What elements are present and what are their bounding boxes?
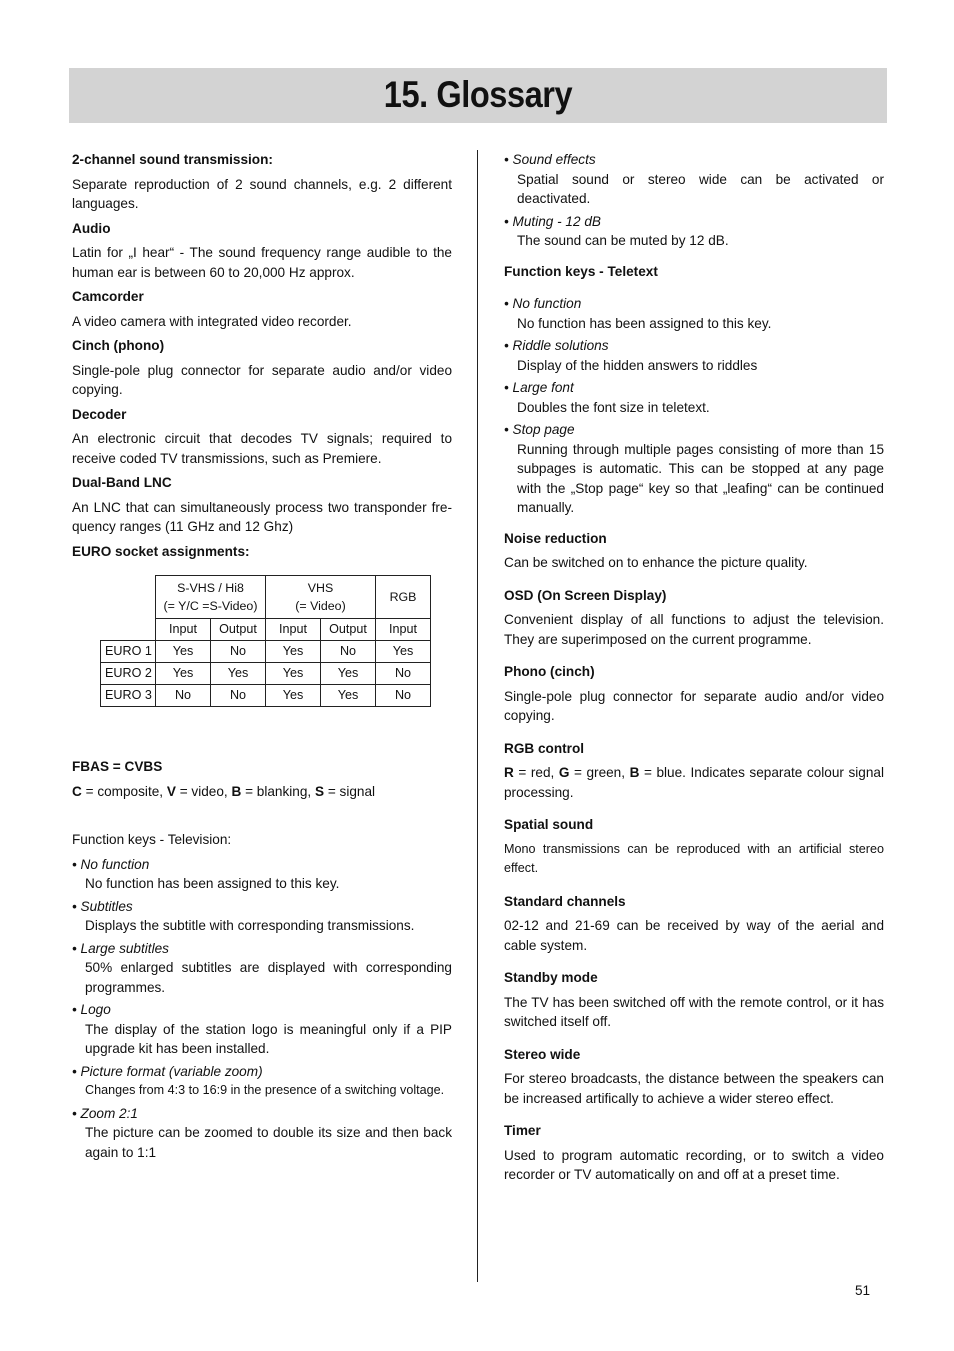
- fk-tv-heading: Function keys - Television:: [72, 832, 232, 847]
- term-audio: Audio: [72, 220, 111, 236]
- bullet-item-desc: The picture can be zoomed to double its size and then back again to 1:1: [85, 1125, 452, 1160]
- table-subheader: Input: [156, 619, 211, 641]
- term-dual-band: Dual-Band LNC: [72, 475, 172, 490]
- term-camcorder: Camcorder: [72, 289, 144, 304]
- bullet-item-desc: Displays the subtitle with corresponding transmissions.: [85, 918, 415, 933]
- table-subheader: Output: [211, 619, 266, 641]
- bullet-item-name: • Stop page: [504, 422, 575, 437]
- bullet-item-name: • Logo: [72, 1002, 111, 1017]
- table-row: [101, 641, 431, 663]
- table-header-row: [101, 576, 431, 619]
- table-subheader: Output: [321, 619, 376, 641]
- desc-stereo-wide: For stereo broadcasts, the distance between the speakers can be increased artifically to achieve a wider stereo effect.: [504, 1071, 884, 1106]
- table-row-label: EURO 1: [101, 641, 156, 663]
- table-header-vhs: VHS (= Video): [266, 576, 376, 619]
- term-osd: OSD (On Screen Display): [504, 587, 667, 603]
- bullet-item-name: • Sound effects: [504, 152, 596, 167]
- table-row-label: EURO 3: [101, 685, 156, 707]
- bullet-item-desc: Spatial sound or stereo wide can be activated or deactivated.: [517, 171, 884, 206]
- column-divider: [477, 150, 478, 1282]
- term-standard-channels: Standard channels: [504, 893, 626, 909]
- term-fbas: FBAS = CVBS: [72, 759, 163, 774]
- desc-phono: Single-pole plug connector for separate audio and/or video copying.: [504, 688, 884, 723]
- table-cell: Yes: [266, 663, 321, 685]
- right-column: [504, 150, 884, 1190]
- term-standby-mode: Standby mode: [504, 970, 598, 985]
- bullet-item-desc: 50% enlarged subtitles are displayed with corresponding programmes.: [85, 960, 452, 995]
- bullet-item-name: • Large subtitles: [72, 940, 169, 956]
- desc-audio: Latin for „I hear“ - The sound frequency range audible to the human ear is between 60 to 20,000 Hz approx.: [72, 245, 452, 280]
- table-row: [101, 685, 431, 707]
- bullet-item-name: • No function: [504, 296, 582, 311]
- desc-camcorder: A video camera with integrated video recorder.: [72, 313, 352, 329]
- left-column: [72, 150, 452, 1165]
- table-cell: No: [376, 663, 431, 685]
- desc-noise-reduction: Can be switched on to enhance the picture quality.: [504, 555, 808, 570]
- table-cell: Yes: [321, 663, 376, 685]
- term-noise-reduction: Noise reduction: [504, 530, 607, 546]
- desc-spatial-sound: Mono transmissions can be reproduced with an artificial stereo effect.: [504, 841, 884, 875]
- bullet-item-desc: Changes from 4:3 to 16:9 in the presence of a switching voltage.: [85, 1083, 445, 1097]
- bullet-item-name: • Subtitles: [72, 898, 133, 914]
- term-cinch: Cinch (phono): [72, 338, 165, 353]
- table-cell: Yes: [156, 641, 211, 663]
- table-cell: Yes: [266, 685, 321, 707]
- table-row-label: EURO 2: [101, 663, 156, 685]
- table-cell: No: [211, 641, 266, 663]
- table-cell: No: [376, 685, 431, 707]
- bullet-item-name: • Riddle solutions: [504, 338, 609, 353]
- desc-cinch: Single-pole plug connector for separate audio and/or video copying.: [72, 362, 452, 397]
- term-stereo-wide: Stereo wide: [504, 1046, 581, 1062]
- term-timer: Timer: [504, 1123, 541, 1138]
- desc-timer: Used to program automatic recording, or to switch a video recorder or TV automatically on and off at a preset time.: [504, 1147, 884, 1182]
- page-title: 15. Glossary: [383, 74, 573, 115]
- bullet-item-desc: The sound can be muted by 12 dB.: [517, 233, 729, 248]
- bullet-item-desc: Display of the hidden answers to riddles: [517, 357, 758, 373]
- table-cell: Yes: [266, 641, 321, 663]
- desc-osd: Convenient display of all functions to adjust the television. They are superimposed on the current programme.: [504, 612, 884, 647]
- bullet-item-desc: Running through multiple pages consisting of more than 15 subpages is automatic. This can be stopped at any page with the „Stop page“ key so that „leafing“ can be continued manually.: [517, 441, 884, 515]
- table-cell: Yes: [156, 663, 211, 685]
- bullet-item-desc: The display of the station logo is meaningful only if a PIP upgrade kit has been installed.: [85, 1021, 452, 1056]
- term-decoder: Decoder: [72, 406, 127, 422]
- table-cell: No: [321, 641, 376, 663]
- desc-two-channel: Separate reproduction of 2 sound channels, e.g. 2 different languages.: [72, 176, 452, 211]
- table-header-svhs: S-VHS / Hi8 (= Y/C =S-Video): [156, 576, 266, 619]
- term-rgb-control: RGB control: [504, 740, 585, 756]
- bullet-item-name: • Muting - 12 dB: [504, 213, 601, 229]
- euro-socket-table: [100, 575, 431, 707]
- term-spatial-sound: Spatial sound: [504, 817, 594, 832]
- table-cell: Yes: [211, 663, 266, 685]
- table-subheader: Input: [266, 619, 321, 641]
- bullet-item-name: • No function: [72, 856, 150, 872]
- term-euro-socket: EURO socket assignments:: [72, 543, 250, 559]
- table-subheader: Input: [376, 619, 431, 641]
- bullet-item-desc: No function has been assigned to this key.: [85, 876, 340, 891]
- desc-decoder: An electronic circuit that decodes TV signals; required to receive coded TV transmissions, such as Premiere.: [72, 431, 452, 466]
- bullet-item-desc: Doubles the font size in teletext.: [517, 399, 710, 415]
- desc-standby-mode: The TV has been switched off with the remote control, or it has switched itself off.: [504, 994, 884, 1029]
- desc-fbas: C = composite, V = video, B = blanking, S = signal: [72, 783, 376, 799]
- table-cell: No: [211, 685, 266, 707]
- page-number: 51: [855, 1283, 871, 1298]
- bullet-item-desc: No function has been assigned to this key.: [517, 315, 772, 331]
- desc-rgb-control: R = red, G = green, B = blue. Indicates separate colour signal processing.: [504, 765, 884, 800]
- desc-standard-channels: 02-12 and 21-69 can be received by way of the aerial and cable system.: [504, 918, 884, 953]
- desc-dual-band: An LNC that can simultaneously process two transponder frequency ranges (11 GHz and 12 Ghz): [72, 499, 452, 534]
- term-fk-teletext: Function keys - Teletext: [504, 263, 658, 279]
- table-header-rgb: RGB: [376, 576, 431, 619]
- term-two-channel: 2-channel sound transmission:: [72, 152, 273, 167]
- title-bar: [69, 68, 887, 123]
- table-subheader-row: [101, 619, 431, 641]
- table-cell: Yes: [321, 685, 376, 707]
- bullet-item-name: • Zoom 2:1: [72, 1105, 138, 1121]
- term-phono: Phono (cinch): [504, 664, 595, 679]
- table-cell: Yes: [376, 641, 431, 663]
- bullet-item-name: • Large font: [504, 380, 574, 395]
- table-row: [101, 663, 431, 685]
- table-cell: No: [156, 685, 211, 707]
- bullet-item-name: • Picture format (variable zoom): [72, 1063, 263, 1079]
